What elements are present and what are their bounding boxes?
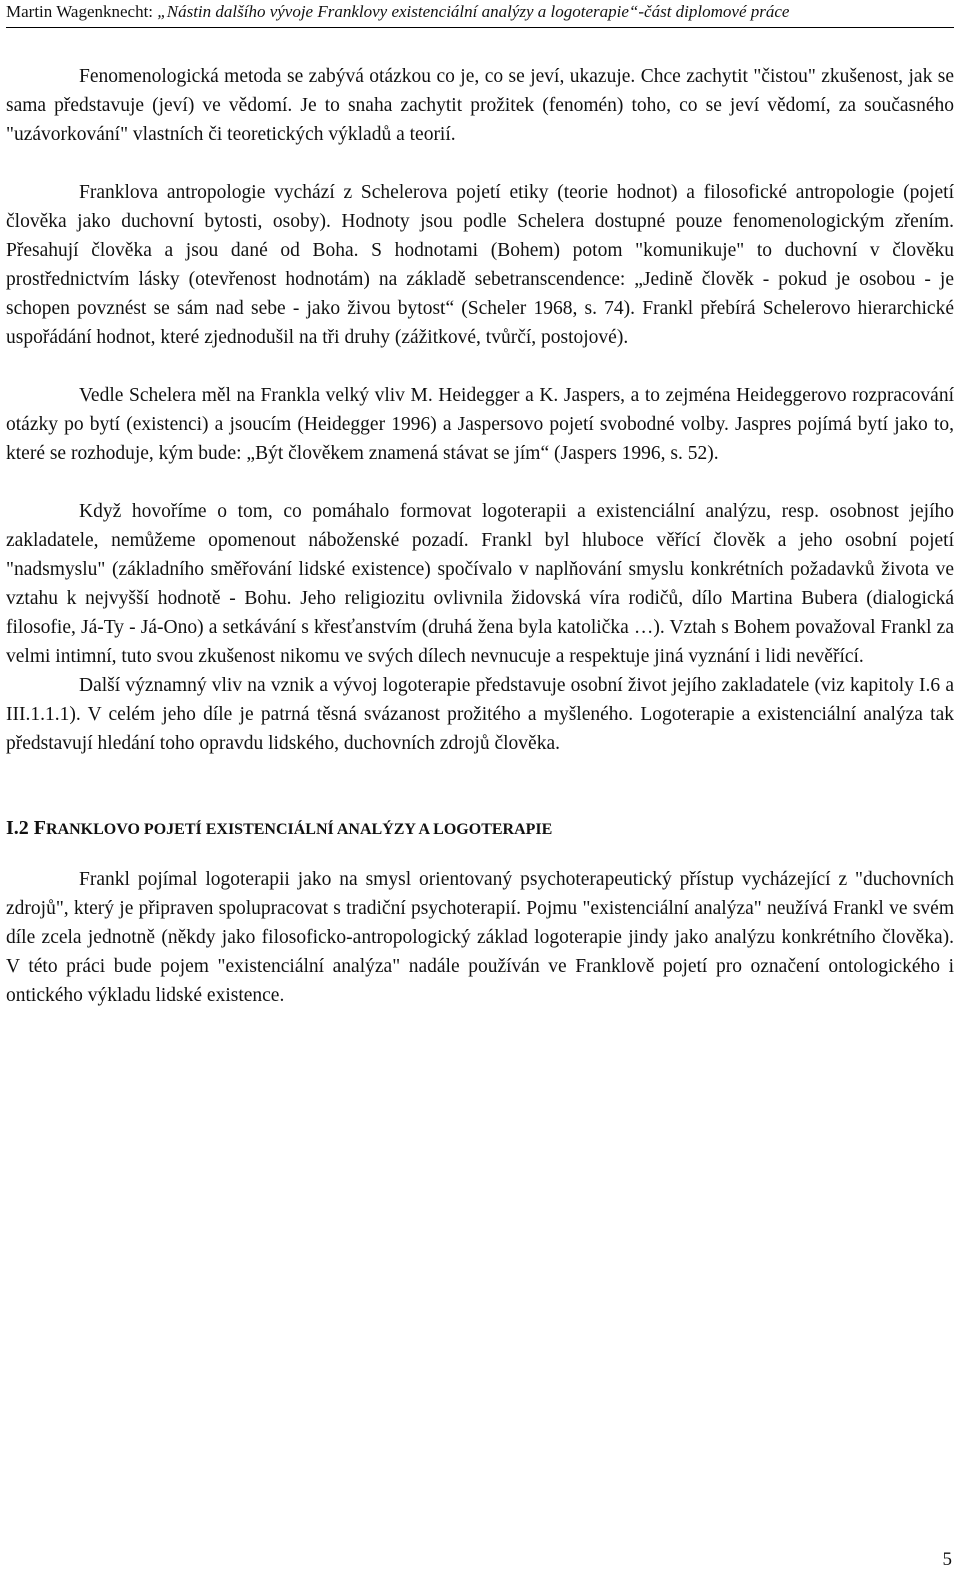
page-body (6, 62, 954, 1010)
paragraph-heidegger-jaspers: Vedle Schelera měl na Frankla velký vliv M. Heidegger a K. Jaspers, a to zejména Heideggerovo rozpracování otázky po bytí (existenci) a jsoucím (Heidegger 1996) a Jaspersovo pojetí svobodné volby. Jaspres pojímá bytí jako to, které se rozhoduje, kým bude: „Být člověkem znamená stávat se jím“ (Jaspers 1996, s. 52). (6, 385, 954, 464)
page-number: 5 (942, 1549, 952, 1570)
section-number: I.2 (6, 817, 34, 839)
paragraph-logotherapy-definition: Frankl pojímal logoterapii jako na smysl orientovaný psychoterapeutický přístup vycházející z "duchovních zdrojů", který je připraven spolupracovat s tradiční psychoterapií. Pojmu "existenciální analýza" neužívá Frankl ve svém díle zcela jednotně (někdy jako filosoficko-antropologický základ logoterapie jindy jako analýzu konkrétního člověka). V této práci bude pojem "existenciální analýza" nadále používán ve Franklově pojetí pro označení ontologického i ontického výkladu lidské existence. (6, 869, 954, 1006)
section-heading (6, 813, 954, 845)
running-header (6, 1, 954, 28)
section-title-rest: RANKLOVO POJETÍ EXISTENCIÁLNÍ ANALÝZY A LOGOTERAPIE (46, 821, 553, 838)
paragraph-phenomenology: Fenomenologická metoda se zabývá otázkou co je, co se jeví, ukazuje. Chce zachytit "čistou" zkušenost, jak se sama představuje (jeví) ve vědomí. Je to snaha zachytit prožitek (fenomén) toho, co se jeví vědomí, za současného "uzávorkování" vlastních či teoretických výkladů a teorií. (6, 66, 954, 145)
section-title-initial: F (33, 817, 47, 839)
paragraph-religion: Když hovoříme o tom, co pomáhalo formovat logoterapii a existenciální analýzu, resp. osobnost jejího zakladatele, nemůžeme opomenout náboženské pozadí. Frankl byl hluboce věřící člověk a jeho osobní pojetí "nadsmyslu" (základního směřování lidské existence) spočívalo v naplňování smyslu konkrétních požadavků života ve vztahu k nejvyšší hodnotě - Bohu. Jeho religiozitu ovlivnila židovská víra rodičů, dílo Martina Bubera (dialogická filosofie, Já-Ty - Já-Ono) a setkávání s křesťanstvím (druhá žena byla katolička …). Vztah s Bohem považoval Frankl za velmi intimní, tuto svou zkušenost nikomu ve svých dílech nevnucuje a respektuje jiná vyznání i lidi nevěřící. (6, 501, 954, 667)
header-author: Martin Wagenknecht: (6, 2, 158, 21)
header-part: -část diplomové práce (638, 2, 790, 21)
paragraph-scheler: Franklova antropologie vychází z Schelerova pojetí etiky (teorie hodnot) a filosofické antropologie (pojetí člověka jako duchovní bytosti, osoby). Hodnoty jsou podle Schelera dostupné pouze fenomenologickým zřením. Přesahují člověka a jsou dané od Boha. S hodnotami (Bohem) potom "komunikuje" to duchovní v člověku prostřednictvím lásky (otevřenost hodnotám) na základě sebetranscendence: „Jedině člověk - pokud je osobou - je schopen povznést se sám nad sebe - jako živou bytost“ (Scheler 1968, s. 74). Frankl přebírá Schelerovo hierarchické uspořádání hodnot, které zjednodušil na tři druhy (zážitkové, tvůrčí, postojové). (6, 182, 954, 348)
paragraph-personal-life: Další významný vliv na vznik a vývoj logoterapie představuje osobní život jejího zakladatele (viz kapitoly I.6 a III.1.1.1). V celém jeho díle je patrná těsná svázanost prožitého a myšleného. Logoterapie a existenciální analýza tak představují hledání toho opravdu lidského, duchovních zdrojů člověka. (6, 675, 954, 754)
header-title: „Nástin dalšího vývoje Franklovy existenciální analýzy a logoterapie“ (157, 2, 639, 21)
